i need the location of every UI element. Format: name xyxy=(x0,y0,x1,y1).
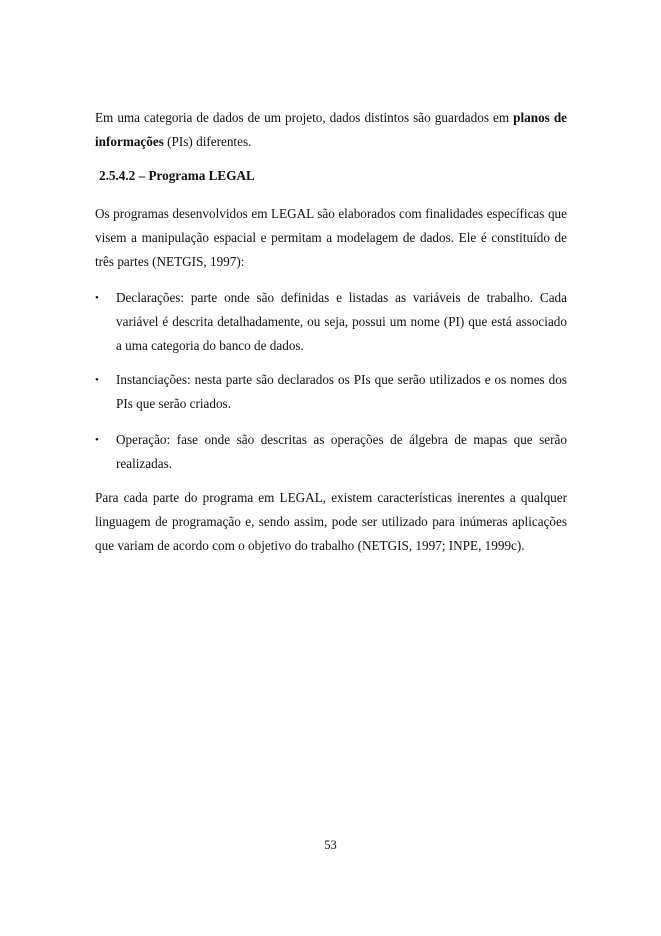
intro-bold-term: planos de informações xyxy=(95,110,568,149)
bullet-text: Declarações: parte onde são definidas e listadas as variáveis de trabalho. Cada variável é descrita detalhadamente, ou seja, possui um nome (PI) que está associado a uma categoria do banco de dados. xyxy=(116,290,567,353)
final-paragraph: Para cada parte do programa em LEGAL, existem características inerentes a qualquer linguagem de programação e, sendo assim, pode ser utilizado para inúmeras aplicações que variam de acordo com o objetivo do trabalho (NETGIS, 1997; INPE, 1999c). xyxy=(95,490,567,553)
section-heading: 2.5.4.2 – Programa LEGAL xyxy=(99,168,255,183)
bullet-item-operacao xyxy=(95,428,567,476)
bullet-marker: • xyxy=(95,434,99,446)
legal-paragraph: Os programas desenvolvidos em LEGAL são elaborados com finalidades específicas que visem a manipulação espacial e permitam a modelagem de dados. Ele é constituído de três partes (NETGIS, 1997): xyxy=(95,206,567,269)
intro-text-start: Em uma categoria de dados de um projeto, dados distintos são guardados em xyxy=(95,110,514,125)
bullet-marker: • xyxy=(95,292,99,304)
bullet-item-instanciacoes xyxy=(95,368,567,416)
bullet-text: Operação: fase onde são descritas as operações de álgebra de mapas que serão realizadas. xyxy=(116,432,567,471)
bullet-text: Instanciações: nesta parte são declarados os PIs que serão utilizados e os nomes dos PIs que serão criados. xyxy=(116,372,567,411)
intro-text-end: (PIs) diferentes. xyxy=(163,134,252,149)
intro-paragraph xyxy=(95,106,567,154)
bullet-item-declaracoes xyxy=(95,286,567,358)
bullet-marker: • xyxy=(95,374,99,386)
page-number: 53 xyxy=(324,838,337,852)
